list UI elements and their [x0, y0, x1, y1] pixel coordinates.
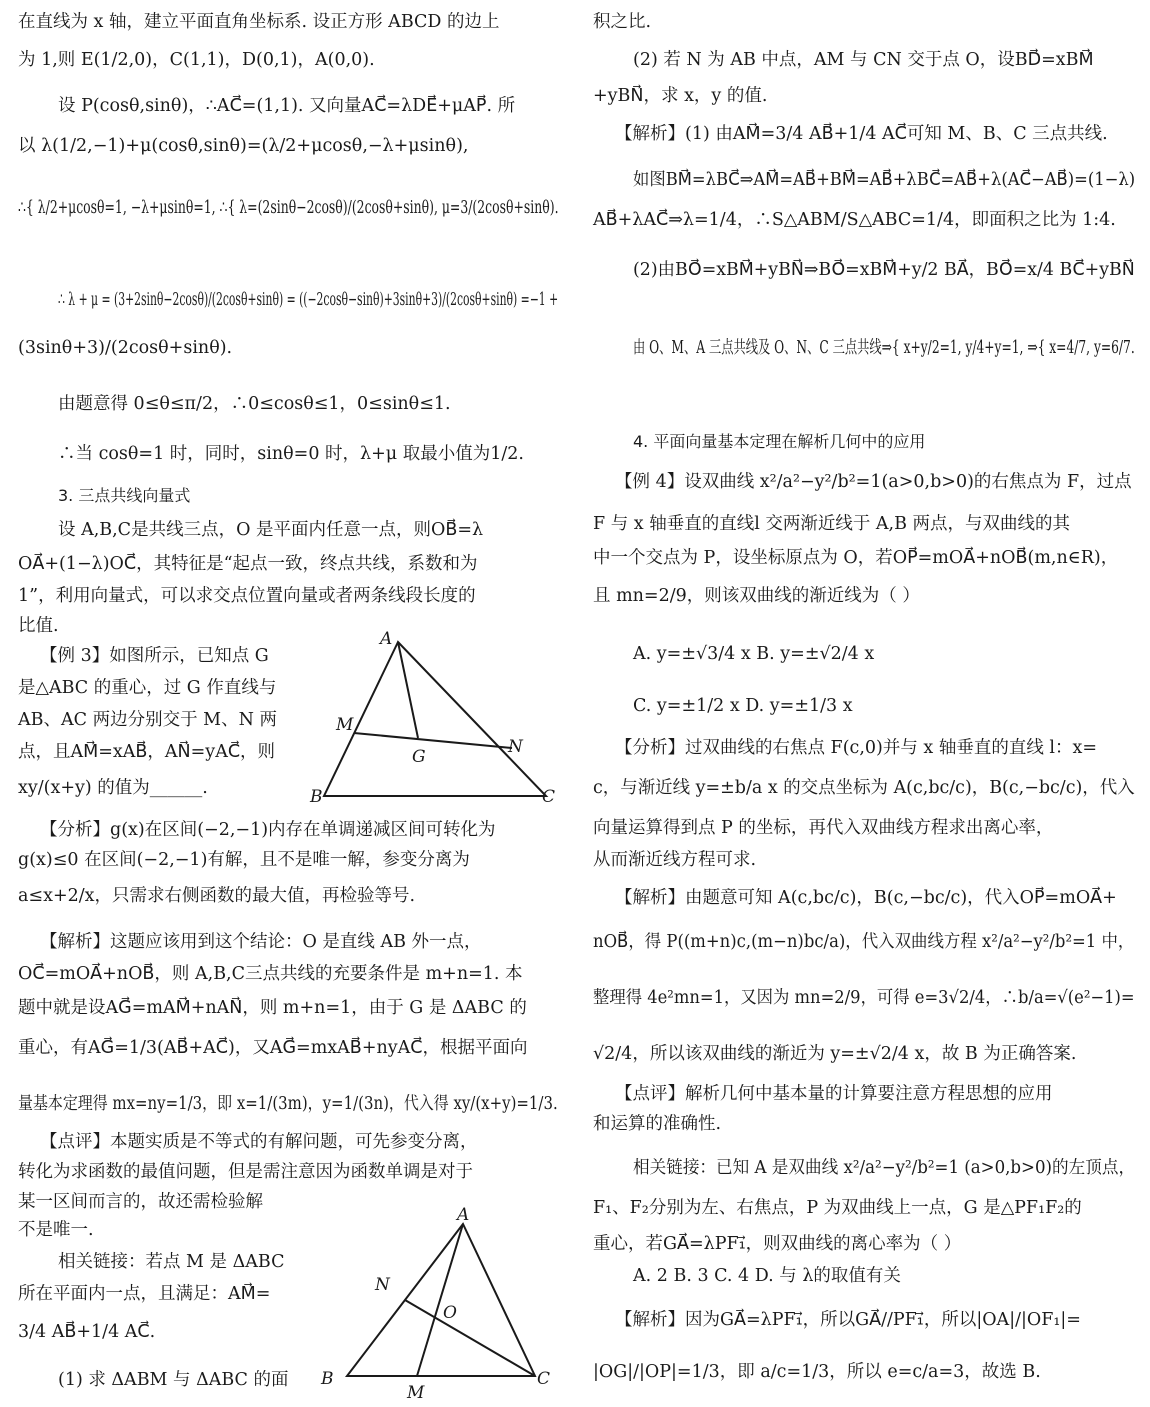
left-column-line: 量基本定理得 mx=ny=1/3，即 x=1/(3m)，y=1/(3n)，代入得 xy/(x+y)=1/3.	[18, 1094, 558, 1114]
left-column-line: 由题意得 0≤θ≤π/2，∴0≤cosθ≤1，0≤sinθ≤1.	[58, 394, 451, 414]
fig2-label-A: A	[457, 1205, 470, 1225]
left-column-line: 【例 3】如图所示，已知点 G	[40, 646, 269, 666]
right-column-line: F₁、F₂分别为左、右焦点，P 为双曲线上一点，G 是△PF₁F₂的	[593, 1198, 1082, 1218]
right-column-line: (2) 若 N 为 AB 中点，AM 与 CN 交于点 O，设BD⃗=xBM⃗	[633, 50, 1094, 70]
left-column-line: 是△ABC 的重心，过 G 作直线与	[18, 678, 277, 698]
right-column-line: 向量运算得到点 P 的坐标，再代入双曲线方程求出离心率，	[593, 818, 1054, 838]
left-column-line: 相关链接：若点 M 是 ΔABC	[58, 1252, 285, 1272]
fig2-label-M: M	[407, 1383, 425, 1400]
right-column-line: 从而渐近线方程可求.	[593, 850, 757, 870]
left-column-line: ∴当 cosθ=1 时，同时，sinθ=0 时，λ+μ 取最小值为1/2.	[58, 444, 524, 464]
right-column-line: 【解析】因为GA⃗=λPF₁⃗，所以GA⃗//PF₁⃗，所以|OA|/|OF₁|=	[615, 1310, 1081, 1330]
left-column-line: ∴{ λ/2+μcosθ=1, −λ+μsinθ=1, ∴{ λ=(2sinθ−2cosθ)/(2cosθ+sinθ), μ=3/(2cosθ+sinθ).	[18, 198, 559, 218]
right-column-line: nOB⃗，得 P((m+n)c,(m−n)bc/a)，代入双曲线方程 x²/a²−y²/b²=1 中，	[593, 932, 1135, 952]
left-column-line: 比值.	[18, 616, 59, 636]
right-column-line: +yBN⃗，求 x，y 的值.	[593, 86, 768, 106]
left-column-line: AB、AC 两边分别交于 M、N 两	[18, 710, 277, 730]
left-column-line: 某一区间而言的，故还需检验解	[18, 1192, 263, 1212]
left-column-line: 设 A,B,C是共线三点，O 是平面内任意一点，则OB⃗=λ	[58, 520, 484, 540]
left-column-line: ∴ λ + μ = (3+2sinθ−2cosθ)/(2cosθ+sinθ) = ((−2cosθ−sinθ)+3sinθ+3)/(2cosθ+sinθ) =−1 +	[58, 290, 559, 310]
fig1-label-M: M	[336, 715, 354, 735]
left-column-line: 1”，利用向量式，可以求交点位置向量或者两条线段长度的	[18, 586, 476, 606]
right-column-line: 【解析】由题意可知 A(c,bc/c)，B(c,−bc/c)，代入OP⃗=mOA⃗+	[615, 888, 1117, 908]
right-column-line: F 与 x 轴垂直的直线l 交两渐近线于 A,B 两点，与双曲线的其	[593, 514, 1071, 534]
right-column-line: A. 2 B. 3 C. 4 D. 与 λ的取值有关	[633, 1266, 901, 1286]
left-column-line: 点，且AM⃗=xAB⃗，AN⃗=yAC⃗，则	[18, 742, 276, 762]
right-column-line: 【点评】解析几何中基本量的计算要注意方程思想的应用	[615, 1084, 1053, 1104]
left-column-line: g(x)≤0 在区间(−2,−1)有解，且不是唯一解，参变分离为	[18, 850, 470, 870]
right-column-line: 和运算的准确性.	[593, 1114, 722, 1134]
right-column-line: 重心，若GA⃗=λPF₁⃗，则双曲线的离心率为（ ）	[593, 1234, 962, 1254]
left-column-line: 重心，有AG⃗=1/3(AB⃗+AC⃗)，又AG⃗=mxAB⃗+nyAC⃗，根据平面向	[18, 1038, 528, 1058]
right-column-line: |OG|/|OP|=1/3，即 a/c=1/3，所以 e=c/a=3，故选 B.	[593, 1362, 1041, 1382]
fig2-label-C: C	[537, 1369, 551, 1389]
left-column-line: xy/(x+y) 的值为______.	[18, 778, 208, 798]
left-column-line: 【点评】本题实质是不等式的有解问题，可先参变分离，	[40, 1132, 478, 1152]
right-column-line: 积之比.	[593, 12, 652, 32]
fig2-label-N: N	[375, 1275, 390, 1295]
figure-triangle-centroid	[300, 630, 570, 810]
fig1-label-G: G	[412, 747, 426, 767]
right-column-line: 【例 4】设双曲线 x²/a²−y²/b²=1(a>0,b>0)的右焦点为 F，过点	[615, 472, 1132, 492]
right-column-line: AB⃗+λAC⃗⇒λ=1/4，∴S△ABM/S△ABC=1/4，即面积之比为 1:4.	[593, 210, 1116, 230]
left-column-line: 3. 三点共线向量式	[58, 486, 191, 505]
left-column-line: 以 λ(1/2,−1)+μ(cosθ,sinθ)=(λ/2+μcosθ,−λ+μsinθ),	[18, 136, 469, 156]
left-column-line: 【解析】这题应该用到这个结论：O 是直线 AB 外一点，	[40, 932, 482, 952]
right-column-line: (2)由BO⃗=xBM⃗+yBN⃗⇒BO⃗=xBM⃗+y/2 BA⃗，BO⃗=x/4 BC⃗+yBN⃗	[633, 260, 1135, 280]
left-column-line: 为 1,则 E(1/2,0)，C(1,1)，D(0,1)，A(0,0).	[18, 50, 375, 70]
right-column-line: 【解析】(1) 由AM⃗=3/4 AB⃗+1/4 AC⃗可知 M、B、C 三点共线.	[615, 124, 1108, 144]
left-column-line: 不是唯一.	[18, 1220, 94, 1240]
right-column-line: 且 mn=2/9，则该双曲线的渐近线为（ ）	[593, 586, 920, 606]
left-column-line: 【分析】g(x)在区间(−2,−1)内存在单调递减区间可转化为	[40, 820, 496, 840]
fig1-label-B: B	[310, 787, 323, 807]
right-column-line: 【分析】过双曲线的右焦点 F(c,0)并与 x 轴垂直的直线 l：x=	[615, 738, 1098, 758]
right-column-line: A. y=±√3/4 x B. y=±√2/4 x	[633, 644, 875, 664]
right-column-line: C. y=±1/2 x D. y=±1/3 x	[633, 696, 853, 716]
left-column-line: OC⃗=mOA⃗+nOB⃗，则 A,B,C三点共线的充要条件是 m+n=1. 本	[18, 964, 523, 984]
right-column-line: 整理得 4e²mn=1，又因为 mn=2/9，可得 e=3√2/4，∴b/a=√(e²−1)=	[593, 988, 1135, 1008]
left-column-line: 3/4 AB⃗+1/4 AC⃗.	[18, 1322, 156, 1342]
right-column-line: 4. 平面向量基本定理在解析几何中的应用	[633, 432, 926, 451]
left-column-line: a≤x+2/x，只需求右侧函数的最大值，再检验等号.	[18, 886, 416, 906]
right-column-line: 由 O、M、A 三点共线及 O、N、C 三点共线⇒{ x+y/2=1, y/4+y=1, ⇒{ x=4/7, y=6/7.	[633, 338, 1135, 358]
left-column-line: 在直线为 x 轴，建立平面直角坐标系. 设正方形 ABCD 的边上	[18, 12, 500, 32]
right-column-line: 中一个交点为 P，设坐标原点为 O，若OP⃗=mOA⃗+nOB⃗(m,n∈R)，	[593, 548, 1119, 568]
left-column-line: OA⃗+(1−λ)OC⃗，其特征是“起点一致，终点共线，系数和为	[18, 554, 478, 574]
left-column-line: 所在平面内一点，且满足：AM⃗=	[18, 1284, 271, 1304]
fig1-label-C: C	[542, 787, 556, 807]
left-column-line: (1) 求 ΔABM 与 ΔABC 的面	[58, 1370, 289, 1390]
left-column-line: (3sinθ+3)/(2cosθ+sinθ).	[18, 338, 233, 358]
fig2-label-O: O	[443, 1303, 457, 1323]
left-column-line: 转化为求函数的最值问题，但是需注意因为函数单调是对于	[18, 1162, 473, 1182]
left-column-line: 设 P(cosθ,sinθ)，∴AC⃗=(1,1). 又向量AC⃗=λDE⃗+μAP⃗. 所	[58, 96, 516, 116]
right-column-line: 相关链接：已知 A 是双曲线 x²/a²−y²/b²=1 (a>0,b>0)的左顶点，	[633, 1158, 1136, 1178]
right-column-line: √2/4，所以该双曲线的渐近为 y=±√2/4 x，故 B 为正确答案.	[593, 1044, 1077, 1064]
fig2-label-B: B	[321, 1369, 334, 1389]
right-column-line: c，与渐近线 y=±b/a x 的交点坐标为 A(c,bc/c)，B(c,−bc/c)，代入	[593, 778, 1135, 798]
left-column-line: 题中就是设AG⃗=mAM⃗+nAN⃗，则 m+n=1，由于 G 是 ΔABC 的	[18, 998, 527, 1018]
fig1-label-N: N	[508, 737, 523, 757]
figure-triangle-intersection	[315, 1200, 575, 1400]
fig1-label-A: A	[380, 630, 393, 649]
right-column-line: 如图BM⃗=λBC⃗⇒AM⃗=AB⃗+BM⃗=AB⃗+λBC⃗=AB⃗+λ(AC⃗−AB⃗)=(1−λ)	[633, 170, 1136, 190]
